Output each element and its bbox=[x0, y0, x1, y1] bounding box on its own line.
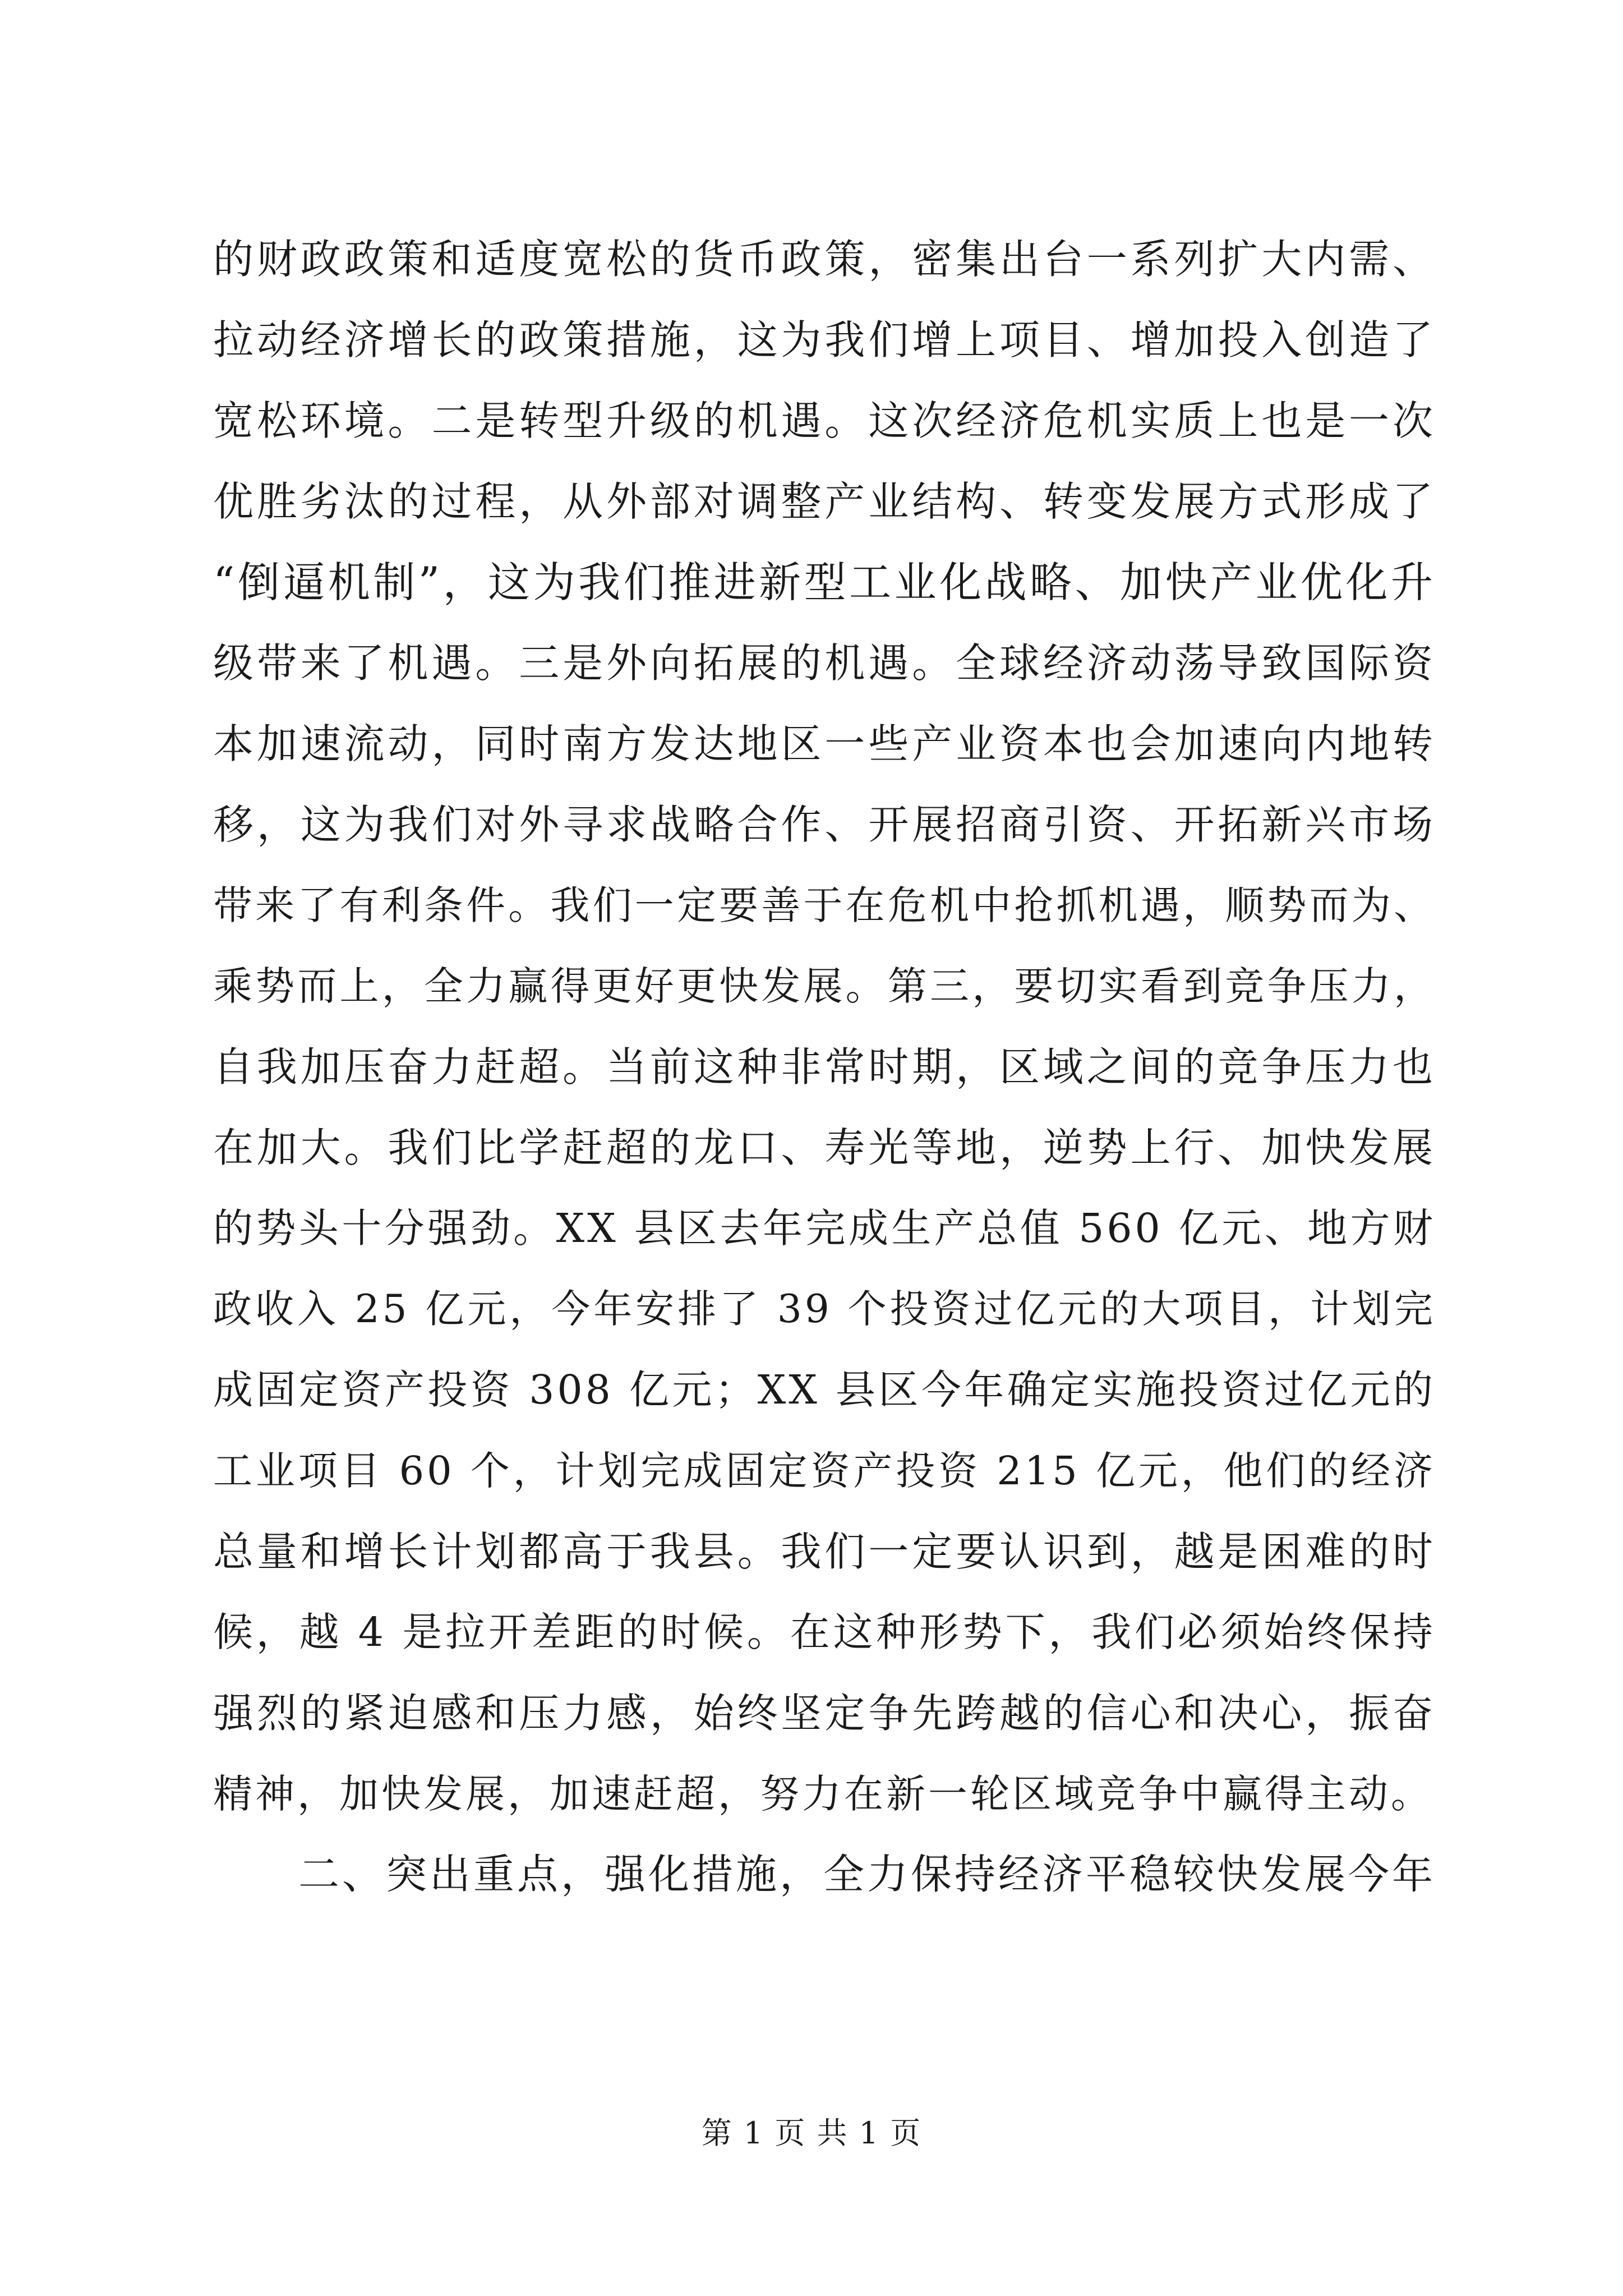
text-line: 工业项目 60 个，计划完成固定资产投资 215 亿元，他们的经济 bbox=[213, 1448, 1436, 1494]
text-line: 本加速流动，同时南方发达地区一些产业资本也会加速向内地转 bbox=[213, 720, 1436, 767]
text-line: 宽松环境。二是转型升级的机遇。这次经济危机实质上也是一次 bbox=[213, 397, 1436, 444]
text-line: 的财政政策和适度宽松的货币政策，密集出台一系列扩大内需、 bbox=[213, 236, 1436, 283]
text-line: “倒逼机制”，这为我们推进新型工业化战略、加快产业优化升 bbox=[213, 558, 1436, 607]
text-line: 在加大。我们比学赶超的龙口、寿光等地，逆势上行、加快发展 bbox=[213, 1124, 1436, 1171]
text-line: 政收入 25 亿元，今年安排了 39 个投资过亿元的大项目，计划完 bbox=[213, 1287, 1436, 1332]
text-line: 级带来了机遇。三是外向拓展的机遇。全球经济动荡导致国际资 bbox=[213, 639, 1436, 687]
text-line: 移，这为我们对外寻求战略合作、开展招商引资、开拓新兴市场 bbox=[213, 801, 1436, 848]
page-footer: 第 1 页 共 1 页 bbox=[701, 2115, 922, 2151]
text-line: 乘势而上，全力赢得更好更快发展。第三，要切实看到竞争压力， bbox=[213, 963, 1436, 1009]
paragraph-end-line: 精神，加快发展，加速赶超，努力在新一轮区域竞争中赢得主动。 bbox=[213, 1771, 1433, 1817]
text-line: 带来了有利条件。我们一定要善于在危机中抢抓机遇，顺势而为、 bbox=[213, 882, 1436, 928]
text-line: 强烈的紧迫感和压力感，始终坚定争先跨越的信心和决心，振奋 bbox=[213, 1690, 1436, 1737]
text-line: 总量和增长计划都高于我县。我们一定要认识到，越是困难的时 bbox=[213, 1528, 1436, 1575]
body-text bbox=[213, 219, 1436, 1915]
text-line: 优胜劣汰的过程，从外部对调整产业结构、转变发展方式形成了 bbox=[213, 478, 1436, 525]
text-line: 候，越 4 是拉开差距的时候。在这种形势下，我们必须始终保持 bbox=[213, 1609, 1436, 1655]
text-line: 成固定资产投资 308 亿元；XX 县区今年确定实施投资过亿元的 bbox=[213, 1366, 1436, 1413]
text-line: 的势头十分强劲。XX 县区去年完成生产总值 560 亿元、地方财 bbox=[213, 1205, 1436, 1251]
text-line: 自我加压奋力赶超。当前这种非常时期，区域之间的竞争压力也 bbox=[213, 1043, 1436, 1091]
section-heading-line: 二、突出重点，强化措施，全力保持经济平稳较快发展今年 bbox=[298, 1851, 1436, 1898]
text-line: 拉动经济增长的政策措施，这为我们增上项目、增加投入创造了 bbox=[213, 316, 1436, 364]
